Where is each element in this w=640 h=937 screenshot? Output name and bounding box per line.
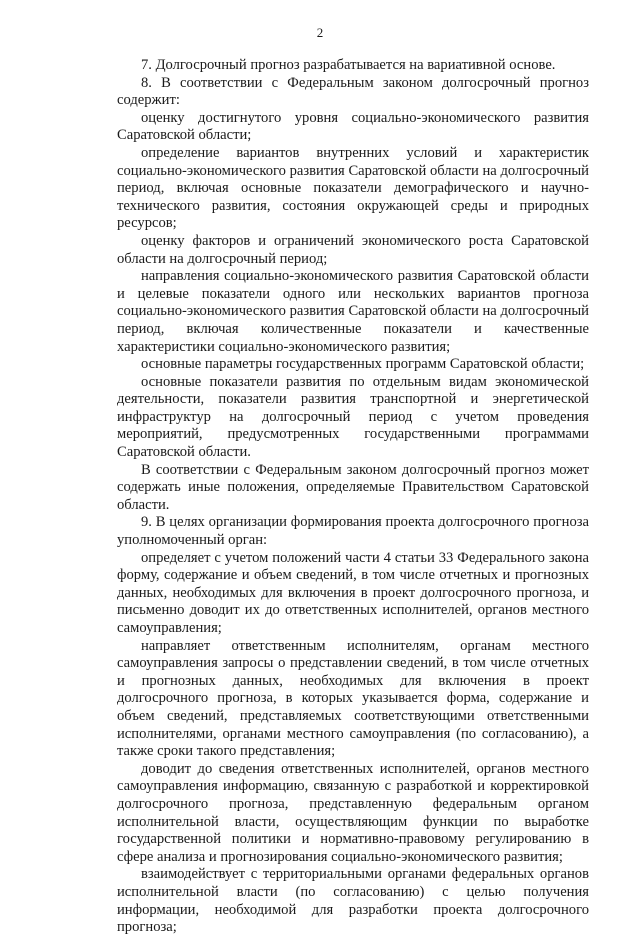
- paragraph-item-8: 8. В соответствии с Федеральным законом долгосрочный прогноз содержит:: [117, 74, 589, 109]
- paragraph-8-indicators: основные показатели развития по отдельным видам экономической деятельности, показатели развития транспортной и энергетической инфраструктур на долгосрочный период с учетом проведения мероприятий, предусмотренных государственными программами Саратовской области.: [117, 373, 589, 461]
- paragraph-8-directions: направления социально-экономического развития Саратовской области и целевые показатели одного или нескольких вариантов прогноза социально-экономического развития Саратовской области на долгосрочный период, включая количественные показатели и качественные характеристики социально-экономического развития;: [117, 268, 589, 355]
- paragraph-9-determines: определяет с учетом положений части 4 статьи 33 Федерального закона форму, содержание и объем сведений, в том числе отчетных и прогнозных данных, необходимых для включения в проект долгосрочного прогноза, и письменно доводит их до ответственных исполнителей, органов местного самоуправления;: [117, 549, 589, 636]
- paragraph-8-variants: определение вариантов внутренних условий и характеристик социально-экономического развития Саратовской области на долгосрочный период, включая основные показатели демографического и научно-технического развития, состояния окружающей среды и природных ресурсов;: [117, 144, 589, 232]
- paragraph-8-assessment: оценку достигнутого уровня социально-экономического развития Саратовской области;: [117, 109, 589, 144]
- paragraph-9-interacts: взаимодействует с территориальными органами федеральных органов исполнительной власти (по согласованию) с целью получения информации, необходимой для разработки проекта долгосрочного прогноза;: [117, 866, 589, 936]
- page-number: 2: [316, 25, 324, 40]
- paragraph-item-7: 7. Долгосрочный прогноз разрабатывается на вариативной основе.: [141, 57, 556, 73]
- paragraph-item-9: 9. В целях организации формирования проекта долгосрочного прогноза уполномоченный орган:: [117, 514, 589, 549]
- paragraph-8-programs: основные параметры государственных программ Саратовской области;: [141, 356, 585, 373]
- paragraph-8-other-provisions: В соответствии с Федеральным законом долгосрочный прогноз может содержать иные положения, определяемые Правительством Саратовской области.: [117, 461, 589, 513]
- paragraph-9-informs: доводит до сведения ответственных исполнителей, органов местного самоуправления информацию, связанную с разработкой и корректировкой долгосрочного прогноза, представленную федеральным органом исполнительной власти, осуществляющим функции по выработке государственной политики и нормативно-правовому регулированию в сфере анализа и прогнозирования социально-экономического развития;: [117, 760, 589, 865]
- paragraph-9-sends-requests: направляет ответственным исполнителям, органам местного самоуправления запросы о представлении сведений, в том числе отчетных и прогнозных данных, необходимых для включения в проект долгосрочного прогноза, в которых указывается форма, содержание и объем сведений, представляемых соответствующими ответственными исполнителями, органами местного самоуправления (по согласованию), а также сроки такого представления;: [117, 637, 589, 760]
- paragraph-8-factors: оценку факторов и ограничений экономического роста Саратовской области на долгосрочный период;: [117, 232, 589, 267]
- document-body: [117, 57, 589, 937]
